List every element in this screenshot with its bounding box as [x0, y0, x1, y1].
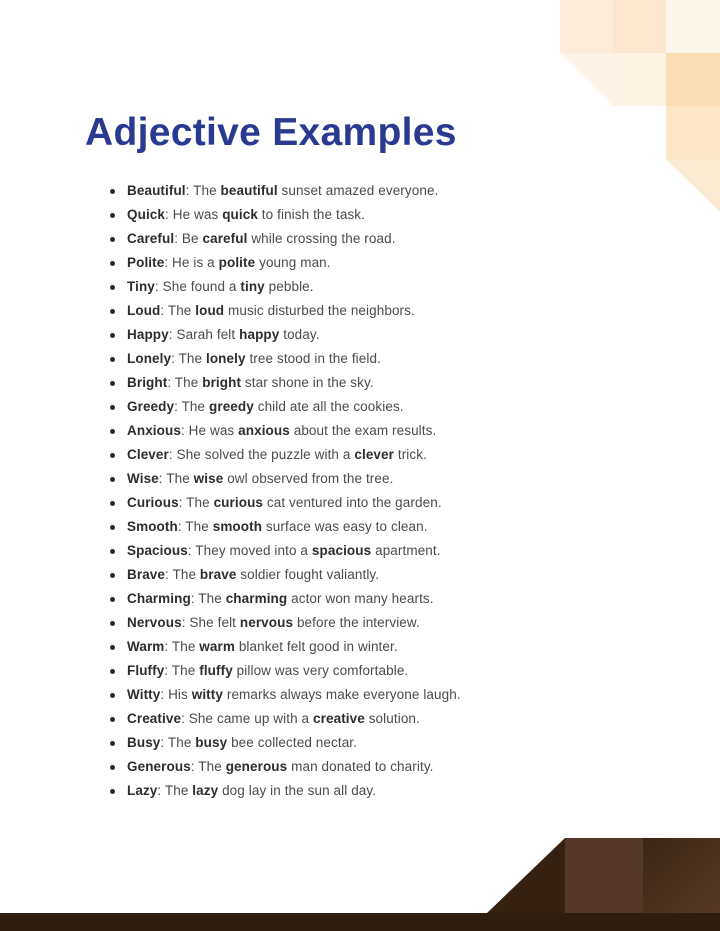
list-item [108, 323, 578, 347]
list-item-text: Witty: His witty remarks always make everyone laugh. [127, 687, 461, 702]
list-item [108, 299, 578, 323]
list-item-text: Warm: The warm blanket felt good in winter. [127, 639, 398, 654]
bullet-icon [110, 453, 115, 458]
bullet-icon [110, 261, 115, 266]
bullet-icon [110, 597, 115, 602]
bullet-icon [110, 237, 115, 242]
adjective-list [108, 179, 578, 803]
list-item [108, 755, 578, 779]
list-item-text: Spacious: They moved into a spacious apartment. [127, 543, 441, 558]
list-item [108, 539, 578, 563]
bullet-icon [110, 333, 115, 338]
list-item-text: Generous: The generous man donated to charity. [127, 759, 434, 774]
list-item [108, 203, 578, 227]
bullet-icon [110, 693, 115, 698]
list-item-text: Charming: The charming actor won many hearts. [127, 591, 434, 606]
list-item [108, 659, 578, 683]
list-item [108, 683, 578, 707]
bullet-icon [110, 645, 115, 650]
corner-decoration-top-right [560, 0, 720, 213]
list-item [108, 611, 578, 635]
bullet-icon [110, 213, 115, 218]
list-item-text: Greedy: The greedy child ate all the cookies. [127, 399, 404, 414]
list-item-text: Careful: Be careful while crossing the road. [127, 231, 396, 246]
list-item-text: Fluffy: The fluffy pillow was very comfortable. [127, 663, 409, 678]
list-item-text: Creative: She came up with a creative solution. [127, 711, 420, 726]
list-item [108, 731, 578, 755]
bullet-icon [110, 573, 115, 578]
bullet-icon [110, 357, 115, 362]
list-item-text: Bright: The bright star shone in the sky. [127, 375, 374, 390]
list-item [108, 371, 578, 395]
bullet-icon [110, 189, 115, 194]
list-item-text: Beautiful: The beautiful sunset amazed everyone. [127, 183, 439, 198]
list-item [108, 347, 578, 371]
bullet-icon [110, 669, 115, 674]
list-item-text: Happy: Sarah felt happy today. [127, 327, 320, 342]
list-item [108, 179, 578, 203]
list-item [108, 491, 578, 515]
bullet-icon [110, 309, 115, 314]
list-item-text: Loud: The loud music disturbed the neighbors. [127, 303, 415, 318]
list-item-text: Smooth: The smooth surface was easy to clean. [127, 519, 428, 534]
bullet-icon [110, 405, 115, 410]
list-item-text: Lazy: The lazy dog lay in the sun all day. [127, 783, 377, 798]
list-item-text: Polite: He is a polite young man. [127, 255, 331, 270]
bottom-band [0, 913, 720, 931]
list-item [108, 443, 578, 467]
list-item-text: Clever: She solved the puzzle with a clever trick. [127, 447, 427, 462]
bullet-icon [110, 549, 115, 554]
list-item [108, 563, 578, 587]
list-item [108, 275, 578, 299]
list-item-text: Busy: The busy bee collected nectar. [127, 735, 358, 750]
bullet-icon [110, 285, 115, 290]
corner-decoration-bottom-right [0, 833, 720, 931]
list-item-text: Anxious: He was anxious about the exam results. [127, 423, 437, 438]
list-item [108, 419, 578, 443]
list-item-text: Quick: He was quick to finish the task. [127, 207, 366, 222]
list-item [108, 227, 578, 251]
bullet-icon [110, 717, 115, 722]
list-item [108, 779, 578, 803]
list-item-text: Curious: The curious cat ventured into the garden. [127, 495, 442, 510]
bullet-icon [110, 477, 115, 482]
bullet-icon [110, 789, 115, 794]
bullet-icon [110, 765, 115, 770]
list-item [108, 635, 578, 659]
list-item [108, 467, 578, 491]
list-item-text: Nervous: She felt nervous before the interview. [127, 615, 420, 630]
list-item [108, 515, 578, 539]
list-item-text: Tiny: She found a tiny pebble. [127, 279, 314, 294]
bullet-icon [110, 501, 115, 506]
bullet-icon [110, 429, 115, 434]
list-item [108, 251, 578, 275]
bullet-icon [110, 381, 115, 386]
bullet-icon [110, 621, 115, 626]
bullet-icon [110, 525, 115, 530]
bullet-icon [110, 741, 115, 746]
page-title: Adjective Examples [85, 111, 457, 154]
list-item [108, 707, 578, 731]
list-item-text: Lonely: The lonely tree stood in the field. [127, 351, 381, 366]
list-item-text: Brave: The brave soldier fought valiantly. [127, 567, 380, 582]
list-item [108, 587, 578, 611]
list-item-text: Wise: The wise owl observed from the tree. [127, 471, 394, 486]
list-item [108, 395, 578, 419]
